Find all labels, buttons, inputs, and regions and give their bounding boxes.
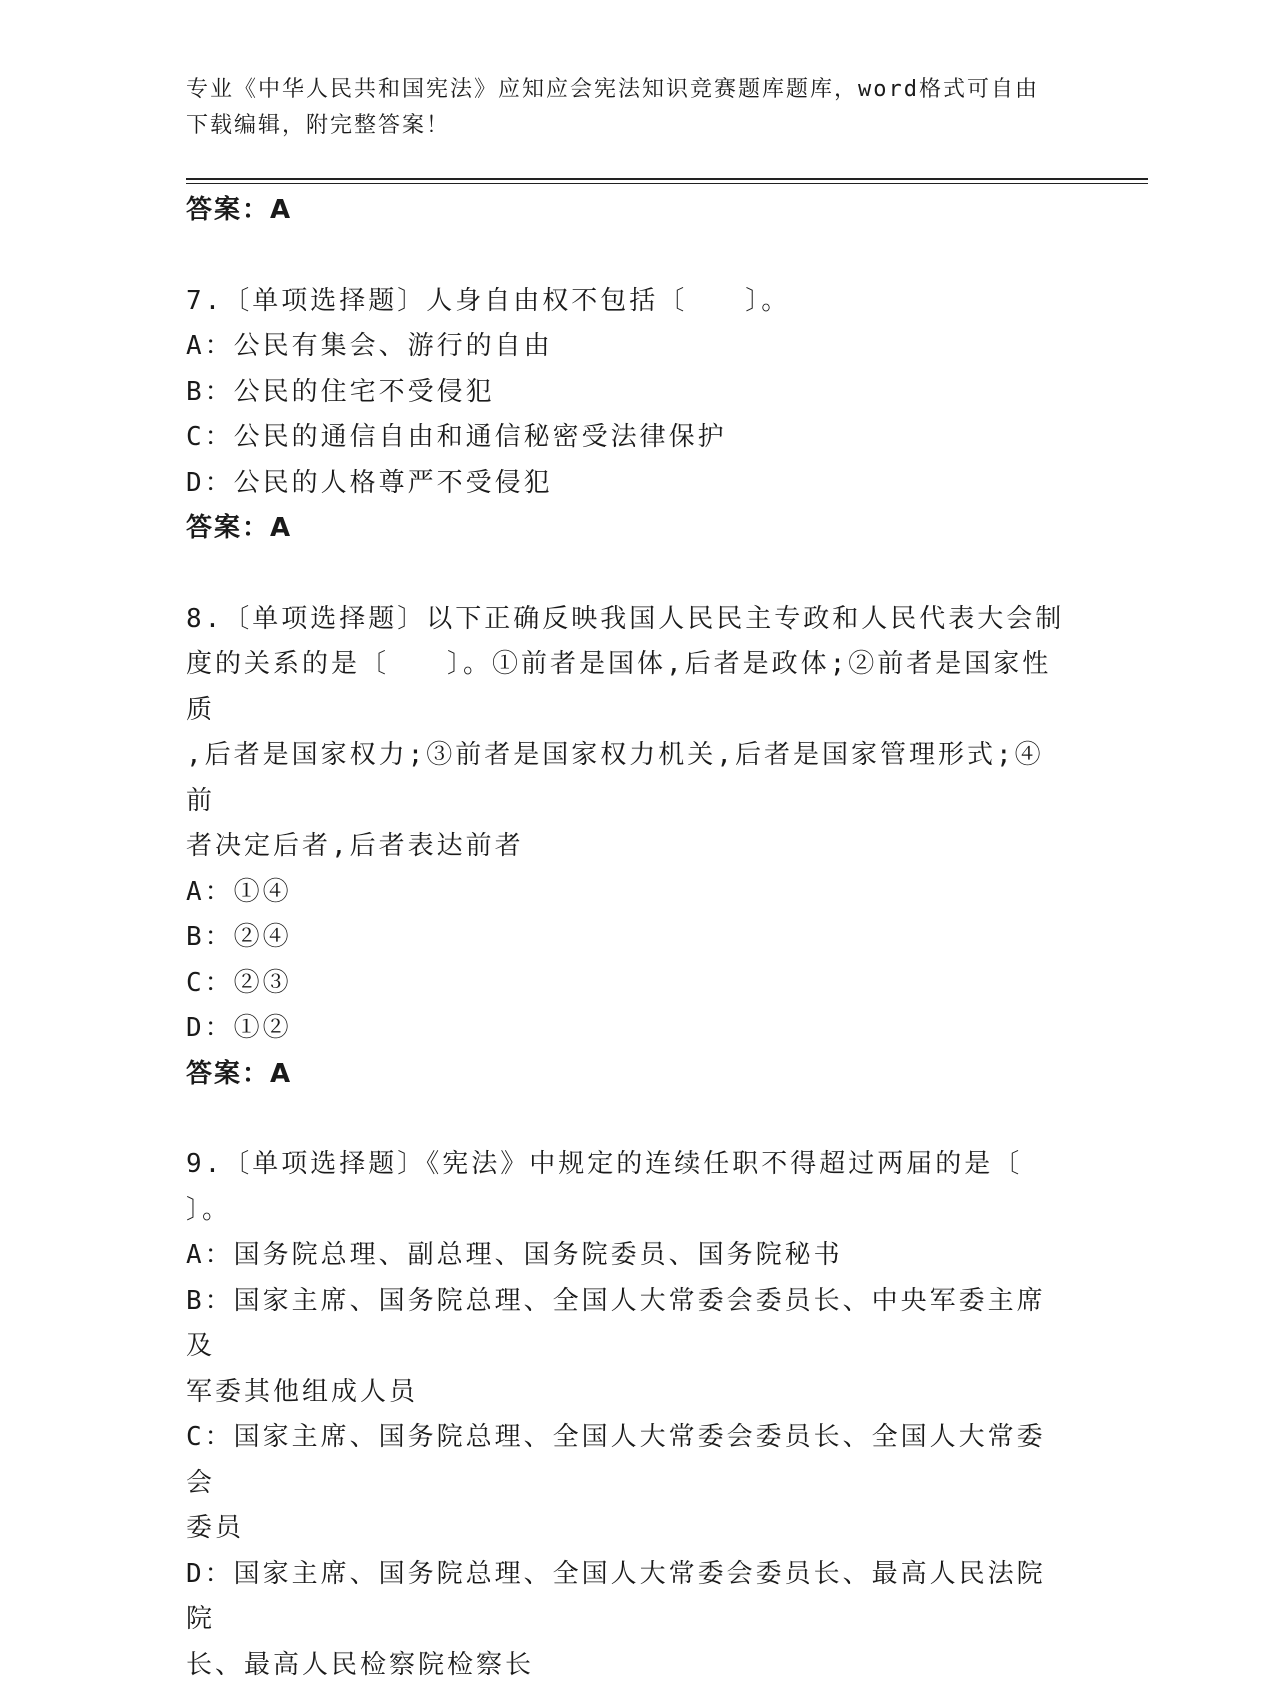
- option-c: C：公民的通信自由和通信秘密受法律保护: [186, 415, 1066, 461]
- option-b: B：国家主席、国务院总理、全国人大常委会委员长、中央军委主席及: [186, 1279, 1066, 1370]
- option-b: B：公民的住宅不受侵犯: [186, 370, 1066, 416]
- answer-line: 答案：A: [186, 188, 1066, 234]
- spacer: [186, 552, 1066, 597]
- answer-line: 答案：A: [186, 506, 1066, 552]
- answer-line: 答案：A: [186, 1052, 1066, 1098]
- header-divider-thin: [186, 183, 1148, 184]
- option-d: D：公民的人格尊严不受侵犯: [186, 461, 1066, 507]
- question-stem: 8.〔单项选择题〕以下正确反映我国人民民主专政和人民代表大会制: [186, 597, 1066, 643]
- option-c: C：②③: [186, 961, 1066, 1007]
- option-a: A：国务院总理、副总理、国务院委员、国务院秘书: [186, 1233, 1066, 1279]
- question-7: [186, 279, 1066, 552]
- question-stem: 〕。: [186, 1188, 1066, 1234]
- question-9: [186, 1142, 1066, 1688]
- option-c: C：国家主席、国务院总理、全国人大常委会委员长、全国人大常委会: [186, 1415, 1066, 1506]
- option-c-continued: 委员: [186, 1506, 1066, 1552]
- header-line: 下载编辑，附完整答案！: [186, 108, 1066, 144]
- option-d: D：国家主席、国务院总理、全国人大常委会委员长、最高人民法院院: [186, 1552, 1066, 1643]
- spacer: [186, 234, 1066, 279]
- header-line: 专业《中华人民共和国宪法》应知应会宪法知识竞赛题库题库，word格式可自由: [186, 72, 1066, 108]
- question-stem: 7.〔单项选择题〕人身自由权不包括〔 〕。: [186, 279, 1066, 325]
- document-header: [186, 72, 1066, 144]
- question-stem: 者决定后者,后者表达前者: [186, 824, 1066, 870]
- spacer: [186, 1097, 1066, 1142]
- option-b: B：②④: [186, 915, 1066, 961]
- option-d: D：①②: [186, 1006, 1066, 1052]
- question-stem: ,后者是国家权力;③前者是国家权力机关,后者是国家管理形式;④前: [186, 733, 1066, 824]
- question-stem: 度的关系的是〔 〕。①前者是国体,后者是政体;②前者是国家性质: [186, 642, 1066, 733]
- question-8: [186, 597, 1066, 1098]
- question-stem: 9.〔单项选择题〕《宪法》中规定的连续任职不得超过两届的是〔: [186, 1142, 1066, 1188]
- option-a: A：①④: [186, 870, 1066, 916]
- header-divider: [186, 178, 1148, 180]
- option-b-continued: 军委其他组成人员: [186, 1370, 1066, 1416]
- option-d-continued: 长、最高人民检察院检察长: [186, 1643, 1066, 1688]
- option-a: A：公民有集会、游行的自由: [186, 324, 1066, 370]
- question-list: [186, 188, 1066, 1688]
